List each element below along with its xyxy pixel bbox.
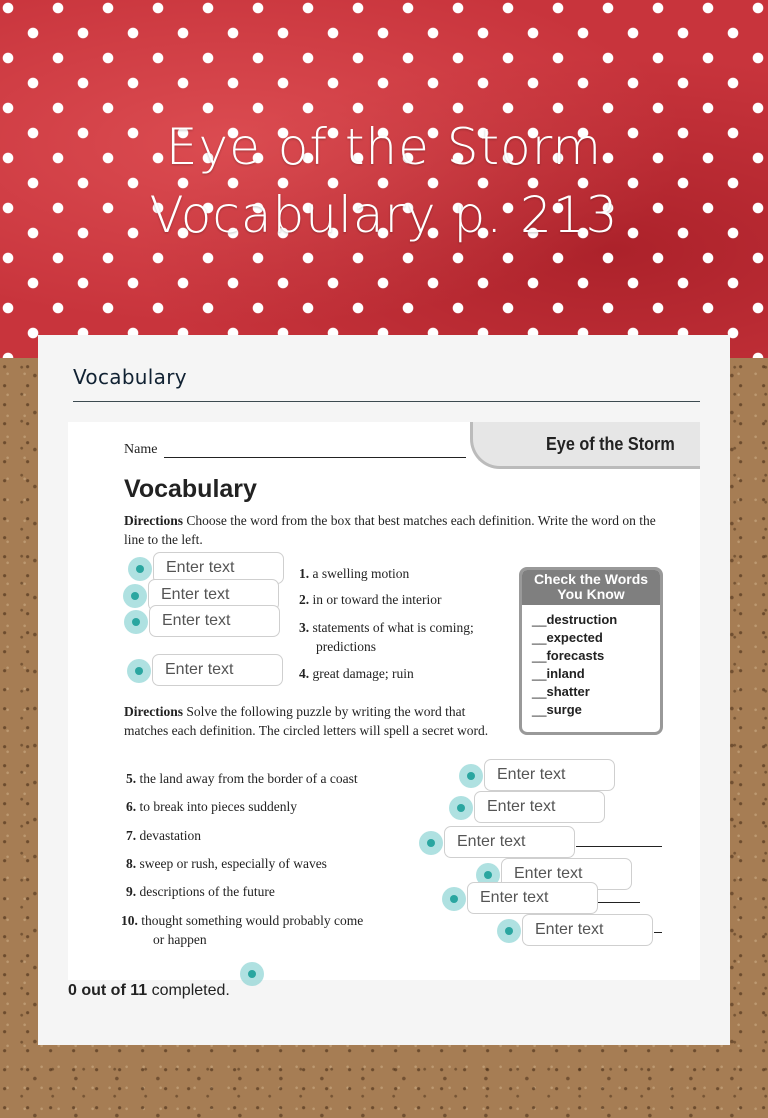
- directions-1-label: Directions: [124, 513, 183, 528]
- directions-1: [124, 511, 664, 549]
- clue-number: 7.: [126, 828, 137, 843]
- puzzle-input-6[interactable]: [474, 791, 605, 823]
- word-item: __ surge: [532, 701, 660, 719]
- word-list: [522, 605, 660, 719]
- definition-text: statements of what is coming;: [312, 620, 474, 635]
- word-box-title-line1: Check the Words: [533, 571, 649, 587]
- card-heading: Vocabulary: [73, 365, 187, 389]
- definition-text: in or toward the interior: [312, 592, 442, 607]
- clue-text: devastation: [139, 828, 201, 843]
- page-title-line1: Eye of the Storm: [165, 118, 603, 176]
- clue-text: sweep or rush, especially of waves: [139, 856, 327, 871]
- clue-number: 5.: [126, 771, 137, 786]
- clue-number: 6.: [126, 799, 137, 814]
- definition-3-continued: [316, 637, 376, 656]
- progress-count: 0 out of 11: [68, 982, 148, 999]
- clue-7: [126, 826, 201, 845]
- definition-text: great damage; ruin: [312, 666, 414, 681]
- hotspot-marker[interactable]: [497, 919, 521, 943]
- hotspot-marker[interactable]: [124, 610, 148, 634]
- word-box-title: [522, 570, 660, 605]
- name-line: [164, 457, 466, 458]
- worksheet-tab-title: Eye of the Storm: [546, 434, 675, 454]
- progress-status: [68, 982, 230, 1000]
- clue-number: 9.: [126, 884, 137, 899]
- hotspot-marker[interactable]: [419, 831, 443, 855]
- definition-number: 4.: [299, 666, 310, 681]
- word-item: __ inland: [532, 665, 660, 683]
- clue-text: descriptions of the future: [139, 884, 275, 899]
- secret-word-hotspot[interactable]: [240, 962, 264, 986]
- definition-2: [299, 590, 441, 609]
- puzzle-input-9[interactable]: [467, 882, 598, 914]
- directions-1-text: Choose the word from the box that best matches each definition. Write the word on the line to the left.: [124, 513, 656, 547]
- page-title-line2: Vocabulary p. 213: [149, 186, 619, 244]
- answer-line: [654, 932, 662, 933]
- clue-9: [126, 882, 275, 901]
- directions-2-label: Directions: [124, 704, 183, 719]
- answer-input-3[interactable]: [149, 605, 280, 637]
- clue-number: 10.: [121, 913, 138, 928]
- definition-3: [299, 618, 474, 637]
- definition-number: 3.: [299, 620, 310, 635]
- hotspot-marker[interactable]: [459, 764, 483, 788]
- word-box-title-line2: You Know: [557, 586, 625, 602]
- hotspot-marker[interactable]: [123, 584, 147, 608]
- clue-text: to break into pieces suddenly: [139, 799, 297, 814]
- definition-number: 1.: [299, 566, 310, 581]
- word-item: __ shatter: [532, 683, 660, 701]
- clue-10: [121, 911, 363, 930]
- puzzle-input-5[interactable]: [484, 759, 615, 791]
- heading-divider: [73, 401, 700, 402]
- clue-text: thought something would probably come: [141, 913, 364, 928]
- worksheet-image: [68, 422, 700, 980]
- name-label: Name: [124, 442, 158, 457]
- definition-4: [299, 664, 414, 683]
- word-item: __ expected: [532, 629, 660, 647]
- clue-6: [126, 797, 297, 816]
- worksheet-heading: Vocabulary: [124, 475, 257, 503]
- puzzle-input-10[interactable]: [522, 914, 653, 946]
- clue-text: the land away from the border of a coast: [139, 771, 358, 786]
- word-item: __ forecasts: [532, 647, 660, 665]
- clue-text: or happen: [153, 932, 207, 947]
- definition-number: 2.: [299, 592, 310, 607]
- clue-5: [126, 769, 358, 788]
- definition-text: predictions: [316, 639, 376, 654]
- progress-suffix: completed.: [147, 982, 230, 999]
- directions-2-text: Solve the following puzzle by writing the word that matches each definition. The circled letters will spell a secret word.: [124, 704, 489, 738]
- puzzle-input-7[interactable]: [444, 826, 575, 858]
- header-banner: [0, 0, 768, 358]
- answer-input-4[interactable]: [152, 654, 283, 686]
- hotspot-marker[interactable]: [449, 796, 473, 820]
- clue-10-continued: [153, 930, 207, 949]
- answer-line: [598, 902, 640, 903]
- word-item: __ destruction: [532, 611, 660, 629]
- hotspot-marker[interactable]: [127, 659, 151, 683]
- directions-2: [124, 702, 504, 740]
- hotspot-marker[interactable]: [442, 887, 466, 911]
- clue-8: [126, 854, 327, 873]
- definition-1: [299, 564, 409, 583]
- hotspot-marker[interactable]: [128, 557, 152, 581]
- answer-line: [576, 846, 662, 847]
- word-box: [519, 567, 663, 735]
- definition-text: a swelling motion: [312, 566, 410, 581]
- clue-number: 8.: [126, 856, 137, 871]
